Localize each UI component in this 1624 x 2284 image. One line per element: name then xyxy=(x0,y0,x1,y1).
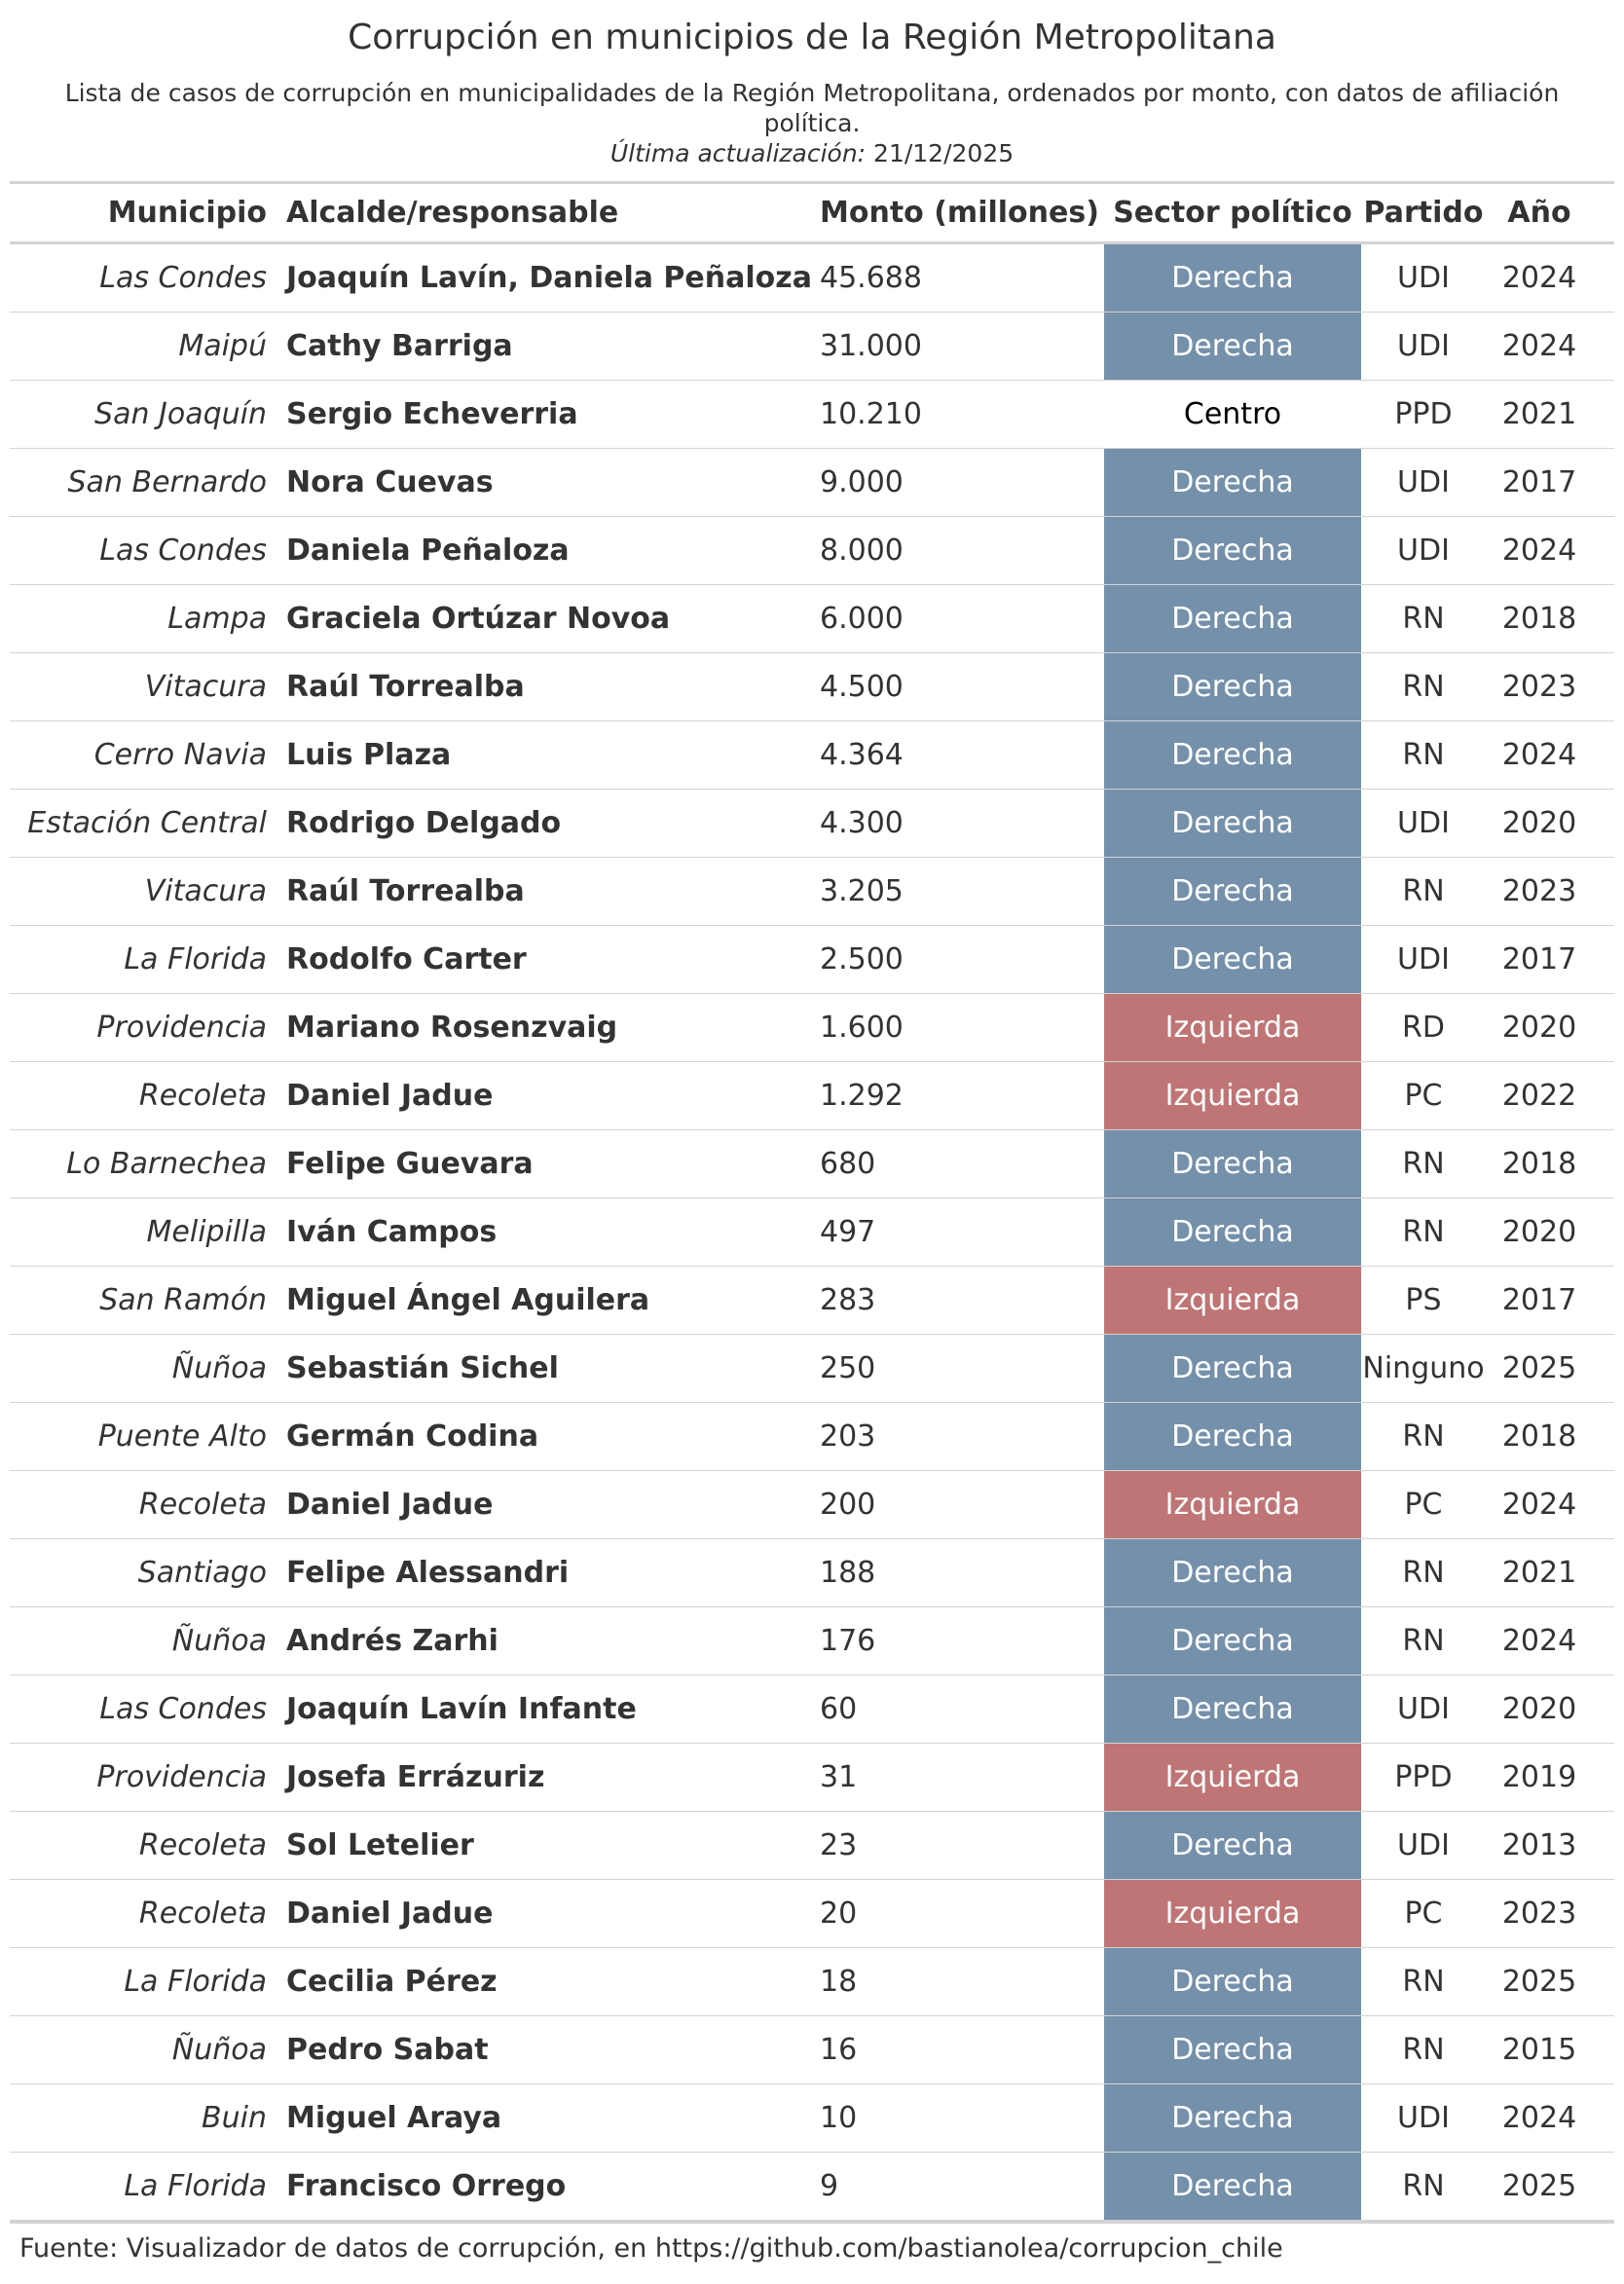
cell-municipio: Lampa xyxy=(167,602,267,636)
cell-monto: 9.000 xyxy=(820,465,904,499)
cell-municipio: Buin xyxy=(202,2101,267,2135)
cell-monto: 31.000 xyxy=(820,329,922,363)
cell-monto: 10 xyxy=(820,2101,858,2135)
cell-monto: 6.000 xyxy=(820,602,904,636)
cell-partido: UDI xyxy=(1397,261,1450,295)
last-updated-label: Última actualización: xyxy=(609,139,867,167)
cell-alcalde: Francisco Orrego xyxy=(286,2169,567,2203)
cell-ano: 2024 xyxy=(1501,261,1577,295)
cell-municipio: Santiago xyxy=(137,1556,267,1590)
cell-alcalde: Cecilia Pérez xyxy=(286,1965,498,1999)
cell-municipio: Vitacura xyxy=(144,670,267,704)
cell-ano: 2021 xyxy=(1501,1556,1577,1590)
cell-partido: RN xyxy=(1402,1215,1445,1249)
cell-monto: 497 xyxy=(820,1215,876,1249)
table-row xyxy=(10,2084,1614,2153)
table-row xyxy=(10,1198,1614,1267)
sector-badge: Derecha xyxy=(1104,585,1361,652)
cell-alcalde: Rodrigo Delgado xyxy=(286,806,562,840)
cell-municipio: La Florida xyxy=(124,942,267,976)
table-row xyxy=(10,926,1614,994)
sector-badge: Derecha xyxy=(1104,1335,1361,1402)
cell-partido: RN xyxy=(1402,1624,1445,1658)
cell-alcalde: Joaquín Lavín Infante xyxy=(286,1692,637,1726)
source-note: Fuente: Visualizador de datos de corrupción, en https://github.com/bastianolea/corrupcion_chile xyxy=(19,2233,1283,2264)
cell-alcalde: Daniel Jadue xyxy=(286,1897,494,1931)
cell-ano: 2023 xyxy=(1501,874,1577,908)
cell-ano: 2024 xyxy=(1501,329,1577,363)
cell-partido: RN xyxy=(1402,1556,1445,1590)
sector-badge: Derecha xyxy=(1104,1130,1361,1197)
cell-monto: 18 xyxy=(820,1965,858,1999)
sector-badge: Derecha xyxy=(1104,2016,1361,2083)
table-body xyxy=(10,244,1614,2221)
cell-monto: 1.292 xyxy=(820,1079,904,1113)
cell-partido: RN xyxy=(1402,1965,1445,1999)
table-row xyxy=(10,858,1614,926)
table-row xyxy=(10,1062,1614,1130)
cell-municipio: Lo Barnechea xyxy=(66,1147,267,1181)
sector-badge: Izquierda xyxy=(1104,1267,1361,1334)
cell-alcalde: Raúl Torrealba xyxy=(286,874,525,908)
cell-municipio: Cerro Navia xyxy=(93,738,267,772)
sector-badge: Derecha xyxy=(1104,1403,1361,1470)
cell-alcalde: Andrés Zarhi xyxy=(286,1624,498,1658)
cell-ano: 2020 xyxy=(1501,1692,1577,1726)
sector-badge: Derecha xyxy=(1104,858,1361,925)
table-row xyxy=(10,1948,1614,2016)
cell-monto: 188 xyxy=(820,1556,876,1590)
cell-partido: RN xyxy=(1402,602,1445,636)
cell-alcalde: Luis Plaza xyxy=(286,738,452,772)
cell-monto: 16 xyxy=(820,2033,858,2067)
table-row xyxy=(10,1744,1614,1812)
table-row xyxy=(10,721,1614,790)
cell-municipio: San Ramón xyxy=(99,1283,267,1317)
cell-monto: 9 xyxy=(820,2169,839,2203)
cell-partido: Ninguno xyxy=(1362,1351,1485,1385)
cell-municipio: Ñuñoa xyxy=(171,1624,267,1658)
cell-partido: PC xyxy=(1404,1079,1443,1113)
sector-badge: Izquierda xyxy=(1104,1471,1361,1538)
cell-ano: 2024 xyxy=(1501,738,1577,772)
cell-monto: 10.210 xyxy=(820,397,922,431)
cell-alcalde: Daniel Jadue xyxy=(286,1079,494,1113)
table-row xyxy=(10,1335,1614,1403)
page-subtitle: Lista de casos de corrupción en municipalidades de la Región Metropolitana, ordenados por monto, con datos de afiliación política. xyxy=(64,79,1560,137)
cell-alcalde: Daniela Peñaloza xyxy=(286,534,570,568)
cell-ano: 2024 xyxy=(1501,2101,1577,2135)
sector-badge: Izquierda xyxy=(1104,1880,1361,1947)
cell-ano: 2019 xyxy=(1501,1760,1577,1794)
cell-partido: UDI xyxy=(1397,534,1450,568)
column-header-municipio: Municipio xyxy=(107,196,267,230)
cell-monto: 176 xyxy=(820,1624,876,1658)
table-row xyxy=(10,313,1614,381)
cell-municipio: Recoleta xyxy=(138,1897,267,1931)
cell-monto: 8.000 xyxy=(820,534,904,568)
cell-monto: 23 xyxy=(820,1828,858,1862)
cell-monto: 250 xyxy=(820,1351,876,1385)
cell-monto: 200 xyxy=(820,1488,876,1522)
cell-alcalde: Daniel Jadue xyxy=(286,1488,494,1522)
sector-badge: Izquierda xyxy=(1104,994,1361,1061)
sector-badge: Derecha xyxy=(1104,926,1361,993)
sector-badge: Derecha xyxy=(1104,244,1361,312)
cell-partido: UDI xyxy=(1397,942,1450,976)
cell-monto: 20 xyxy=(820,1897,858,1931)
cell-ano: 2017 xyxy=(1501,942,1577,976)
cell-alcalde: Graciela Ortúzar Novoa xyxy=(286,602,671,636)
sector-badge: Derecha xyxy=(1104,1607,1361,1675)
cell-monto: 60 xyxy=(820,1692,858,1726)
column-header-alcalde: Alcalde/responsable xyxy=(286,196,619,230)
cell-ano: 2018 xyxy=(1501,1147,1577,1181)
cell-ano: 2024 xyxy=(1501,534,1577,568)
cell-ano: 2022 xyxy=(1501,1079,1577,1113)
cell-alcalde: Miguel Ángel Aguilera xyxy=(286,1283,650,1317)
cell-ano: 2025 xyxy=(1501,1351,1577,1385)
cell-ano: 2020 xyxy=(1501,1011,1577,1045)
sector-badge: Derecha xyxy=(1104,790,1361,857)
cell-monto: 2.500 xyxy=(820,942,904,976)
cell-alcalde: Iván Campos xyxy=(286,1215,498,1249)
cell-ano: 2023 xyxy=(1501,670,1577,704)
cell-alcalde: Mariano Rosenzvaig xyxy=(286,1011,618,1045)
cell-monto: 203 xyxy=(820,1419,876,1454)
cell-alcalde: Nora Cuevas xyxy=(286,465,494,499)
sector-badge: Derecha xyxy=(1104,653,1361,720)
table-bottom-rule xyxy=(10,2221,1614,2224)
cell-municipio: Melipilla xyxy=(146,1215,267,1249)
sector-badge: Derecha xyxy=(1104,721,1361,789)
cell-ano: 2017 xyxy=(1501,1283,1577,1317)
table-row xyxy=(10,244,1614,313)
cell-partido: UDI xyxy=(1397,1692,1450,1726)
table-row xyxy=(10,1130,1614,1198)
cell-municipio: Las Condes xyxy=(99,1692,267,1726)
cell-partido: RN xyxy=(1402,874,1445,908)
cell-municipio: Maipú xyxy=(178,329,267,363)
cell-municipio: Estación Central xyxy=(27,806,267,840)
sector-badge: Centro xyxy=(1104,381,1361,448)
cell-ano: 2025 xyxy=(1501,1965,1577,1999)
cell-ano: 2018 xyxy=(1501,602,1577,636)
cell-partido: RN xyxy=(1402,738,1445,772)
last-updated-value: 21/12/2025 xyxy=(873,139,1015,167)
table-row xyxy=(10,1880,1614,1948)
cell-alcalde: Raúl Torrealba xyxy=(286,670,525,704)
cell-alcalde: Germán Codina xyxy=(286,1419,539,1454)
cell-alcalde: Sol Letelier xyxy=(286,1828,474,1862)
cell-municipio: Recoleta xyxy=(138,1488,267,1522)
cell-partido: RN xyxy=(1402,2169,1445,2203)
table-header xyxy=(10,185,1614,241)
cell-municipio: Vitacura xyxy=(144,874,267,908)
cell-alcalde: Joaquín Lavín, Daniela Peñaloza xyxy=(286,261,812,295)
table-row xyxy=(10,1676,1614,1744)
table-row xyxy=(10,449,1614,517)
table-row xyxy=(10,1403,1614,1471)
table-row xyxy=(10,1539,1614,1607)
page-title: Corrupción en municipios de la Región Metropolitana xyxy=(348,18,1276,57)
cell-ano: 2020 xyxy=(1501,806,1577,840)
cell-alcalde: Cathy Barriga xyxy=(286,329,513,363)
cell-partido: UDI xyxy=(1397,329,1450,363)
cell-municipio: La Florida xyxy=(124,2169,267,2203)
table-row xyxy=(10,517,1614,585)
cell-partido: PC xyxy=(1404,1897,1443,1931)
cell-alcalde: Felipe Guevara xyxy=(286,1147,534,1181)
column-header-partido: Partido xyxy=(1363,196,1484,230)
sector-badge: Derecha xyxy=(1104,2153,1361,2220)
cell-alcalde: Pedro Sabat xyxy=(286,2033,489,2067)
cell-alcalde: Sebastián Sichel xyxy=(286,1351,559,1385)
cell-municipio: Las Condes xyxy=(99,534,267,568)
sector-badge: Derecha xyxy=(1104,517,1361,584)
cell-ano: 2017 xyxy=(1501,465,1577,499)
table-row xyxy=(10,653,1614,721)
last-updated xyxy=(0,138,1624,168)
table-row xyxy=(10,1812,1614,1880)
sector-badge: Derecha xyxy=(1104,2084,1361,2152)
table-row xyxy=(10,790,1614,858)
cell-monto: 4.300 xyxy=(820,806,904,840)
table-row xyxy=(10,585,1614,653)
sector-badge: Izquierda xyxy=(1104,1744,1361,1811)
cell-ano: 2020 xyxy=(1501,1215,1577,1249)
sector-badge: Izquierda xyxy=(1104,1062,1361,1129)
cell-partido: UDI xyxy=(1397,1828,1450,1862)
table-row xyxy=(10,381,1614,449)
table-row xyxy=(10,2016,1614,2084)
cell-ano: 2015 xyxy=(1501,2033,1577,2067)
cell-municipio: Providencia xyxy=(96,1760,267,1794)
sector-badge: Derecha xyxy=(1104,1676,1361,1743)
column-header-monto: Monto (millones) xyxy=(820,196,1099,230)
cell-municipio: Puente Alto xyxy=(97,1419,267,1454)
cell-ano: 2018 xyxy=(1501,1419,1577,1454)
column-header-sector: Sector político xyxy=(1113,196,1352,230)
cell-ano: 2021 xyxy=(1501,397,1577,431)
cell-ano: 2013 xyxy=(1501,1828,1577,1862)
cell-partido: PPD xyxy=(1394,1760,1453,1794)
cell-alcalde: Miguel Araya xyxy=(286,2101,502,2135)
cell-monto: 680 xyxy=(820,1147,876,1181)
cell-monto: 31 xyxy=(820,1760,858,1794)
cell-partido: RN xyxy=(1402,1147,1445,1181)
cell-alcalde: Josefa Errázuriz xyxy=(286,1760,545,1794)
table-top-rule xyxy=(10,181,1614,184)
cell-partido: PPD xyxy=(1394,397,1453,431)
table-row xyxy=(10,994,1614,1062)
cell-ano: 2024 xyxy=(1501,1488,1577,1522)
cell-partido: UDI xyxy=(1397,465,1450,499)
cell-alcalde: Sergio Echeverria xyxy=(286,397,578,431)
cell-municipio: San Joaquín xyxy=(94,397,267,431)
cell-municipio: Providencia xyxy=(96,1011,267,1045)
cell-monto: 4.500 xyxy=(820,670,904,704)
cell-monto: 4.364 xyxy=(820,738,904,772)
cell-ano: 2025 xyxy=(1501,2169,1577,2203)
cell-municipio: San Bernardo xyxy=(67,465,267,499)
cell-partido: UDI xyxy=(1397,806,1450,840)
cell-monto: 3.205 xyxy=(820,874,904,908)
sector-badge: Derecha xyxy=(1104,313,1361,380)
cell-municipio: Ñuñoa xyxy=(171,1351,267,1385)
cell-partido: RN xyxy=(1402,2033,1445,2067)
cell-partido: PC xyxy=(1404,1488,1443,1522)
cell-partido: UDI xyxy=(1397,2101,1450,2135)
column-header-ano: Año xyxy=(1507,196,1571,230)
table-row xyxy=(10,1267,1614,1335)
sector-badge: Derecha xyxy=(1104,1948,1361,2015)
cell-municipio: Recoleta xyxy=(138,1828,267,1862)
cell-partido: PS xyxy=(1405,1283,1442,1317)
cell-monto: 283 xyxy=(820,1283,876,1317)
table-row xyxy=(10,1607,1614,1676)
sector-badge: Derecha xyxy=(1104,1812,1361,1879)
sector-badge: Derecha xyxy=(1104,1539,1361,1606)
sector-badge: Derecha xyxy=(1104,1198,1361,1266)
cell-municipio: Recoleta xyxy=(138,1079,267,1113)
table-row xyxy=(10,2153,1614,2221)
cell-alcalde: Felipe Alessandri xyxy=(286,1556,570,1590)
cell-municipio: La Florida xyxy=(124,1965,267,1999)
cell-partido: RD xyxy=(1402,1011,1445,1045)
cell-monto: 1.600 xyxy=(820,1011,904,1045)
table-row xyxy=(10,1471,1614,1539)
cell-ano: 2023 xyxy=(1501,1897,1577,1931)
cell-municipio: Ñuñoa xyxy=(171,2033,267,2067)
cell-municipio: Las Condes xyxy=(99,261,267,295)
cell-partido: RN xyxy=(1402,1419,1445,1454)
cell-monto: 45.688 xyxy=(820,261,922,295)
cell-partido: RN xyxy=(1402,670,1445,704)
cell-alcalde: Rodolfo Carter xyxy=(286,942,527,976)
sector-badge: Derecha xyxy=(1104,449,1361,516)
cell-ano: 2024 xyxy=(1501,1624,1577,1658)
